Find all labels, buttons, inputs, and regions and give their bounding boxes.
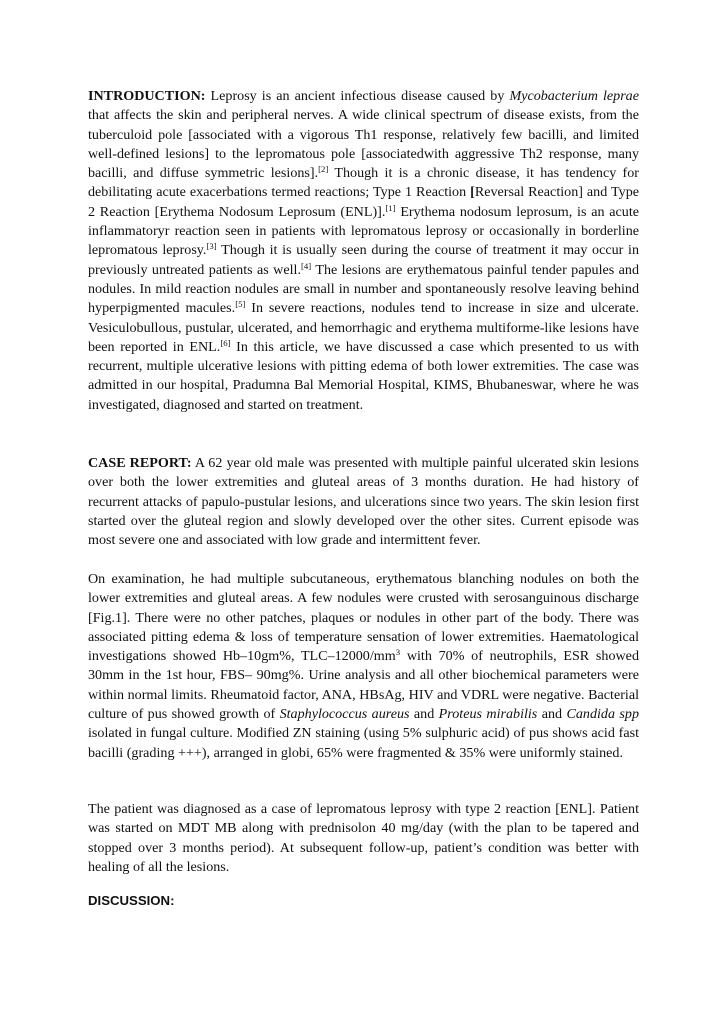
intro-text: In severe reactions, nodules tend to increase in size and ulcerate. Vesiculobullous, pustular, ulcerated, and hemorrhagic and erythema multiforme-like lesions have been reported in ENL. bbox=[88, 300, 639, 355]
intro-text: Reversal Reaction] and Type 2 Reaction [Erythema Nodosum Leprosum (ENL)]. bbox=[88, 184, 639, 220]
species-name: Candida spp bbox=[566, 706, 639, 723]
citation-ref: [5] bbox=[235, 299, 246, 310]
exam-text: and bbox=[409, 706, 439, 723]
species-name: Staphylococcus aureus bbox=[279, 706, 410, 723]
intro-text: Though it is a chronic disease, it has tendency for debilitating acute exacerbations termed reactions; Type 1 Reaction bbox=[88, 165, 639, 201]
exam-text: isolated in fungal culture. Modified ZN staining (using 5% sulphuric acid) of pus shows acid fast bacilli (grading +++), arranged in globi, 65% were fragmented & 35% were uniformly stained. bbox=[88, 725, 639, 761]
case-report-heading: CASE REPORT: bbox=[88, 455, 192, 471]
case-report-text: A 62 year old male was presented with multiple painful ulcerated skin lesions over both the lower extremities and gluteal areas of 3 months duration. He had history of recurrent attacks of papulo-pustular lesions, and ulcerations since two years. The skin lesion first started over the gluteal region and slowly developed over the other sites. Current episode was most severe one and associated with low grade and intermittent fever. bbox=[88, 455, 639, 549]
citation-ref: [1] bbox=[385, 202, 396, 213]
intro-text: Leprosy is an ancient infectious disease caused by bbox=[205, 88, 510, 104]
bold-bracket: [ bbox=[470, 184, 475, 201]
intro-text: Erythema nodosum leprosum, is an acute inflammatoryr reaction seen in patients with lepromatous leprosy or occasionally in borderline lepromatous leprosy. bbox=[88, 203, 639, 259]
intro-text: that affects the skin and peripheral nerves. A wide clinical spectrum of disease exists, from the tuberculoid pole [associated with a vigorous Th1 response, relatively few bacilli, and limited well-defined lesions] to the lepromatous pole [associatedwith aggressive Th2 response, many bacilli, and diffuse symmetric lesions]. bbox=[88, 107, 639, 182]
introduction-paragraph bbox=[88, 87, 639, 415]
superscript: 3 bbox=[395, 647, 401, 658]
species-name: Mycobacterium leprae bbox=[509, 88, 639, 104]
intro-text: Though it is usually seen during the course of treatment it may occur in previously untreated patients as well. bbox=[88, 242, 640, 278]
citation-ref: [3] bbox=[206, 241, 217, 252]
discussion-heading: DISCUSSION: bbox=[88, 893, 175, 908]
citation-ref: [6] bbox=[220, 338, 231, 349]
diagnosis-text: The patient was diagnosed as a case of lepromatous leprosy with type 2 reaction [ENL]. Patient was started on MDT MB along with prednisolon 40 mg/day (with the plan to be tapered and stopped over 3 months period). At subsequent follow-up, patient’s condition was better with healing of all the lesions. bbox=[88, 801, 639, 875]
intro-text: In this article, we have discussed a case which presented to us with recurrent, multiple ulcerative lesions with pitting edema of both lower extremities. The case was admitted in our hospital, Pradumna Bal Memorial Hospital, KIMS, Bhubaneswar, where he was investigated, diagnosed and started on treatment. bbox=[88, 338, 639, 413]
citation-ref: [2] bbox=[318, 164, 329, 175]
case-report-paragraph bbox=[88, 454, 639, 550]
exam-text: On examination, he had multiple subcutaneous, erythematous blanching nodules on both the lower extremities and gluteal areas. A few nodules were crusted with serosanguinous discharge [Fig.1]. There were no other patches, plaques or nodules in other part of the body. There was associated pitting edema & loss of temperature sensation of lower extremities. Haematological investigations showed Hb–10gm%, TLC–12000/mm bbox=[88, 571, 639, 665]
exam-text: and bbox=[537, 706, 567, 723]
exam-text: with 70% of neutrophils, ESR showed 30mm in the 1st hour, FBS– 90mg%. Urine analysis and all other biochemical parameters were within normal limits. Rheumatoid factor, ANA, HBsAg, HIV and VDRL were negative. Bacterial culture of pus showed growth of bbox=[88, 648, 639, 723]
intro-text: The lesions are erythematous painful tender papules and nodules. In mild reaction nodules are small in number and spontaneously resolve leaving behind hyperpigmented macules. bbox=[88, 261, 639, 317]
introduction-heading: INTRODUCTION: bbox=[88, 88, 206, 104]
citation-ref: [4] bbox=[300, 260, 312, 271]
diagnosis-paragraph bbox=[88, 800, 639, 877]
examination-paragraph bbox=[88, 570, 639, 763]
species-name: Proteus mirabilis bbox=[438, 706, 538, 723]
